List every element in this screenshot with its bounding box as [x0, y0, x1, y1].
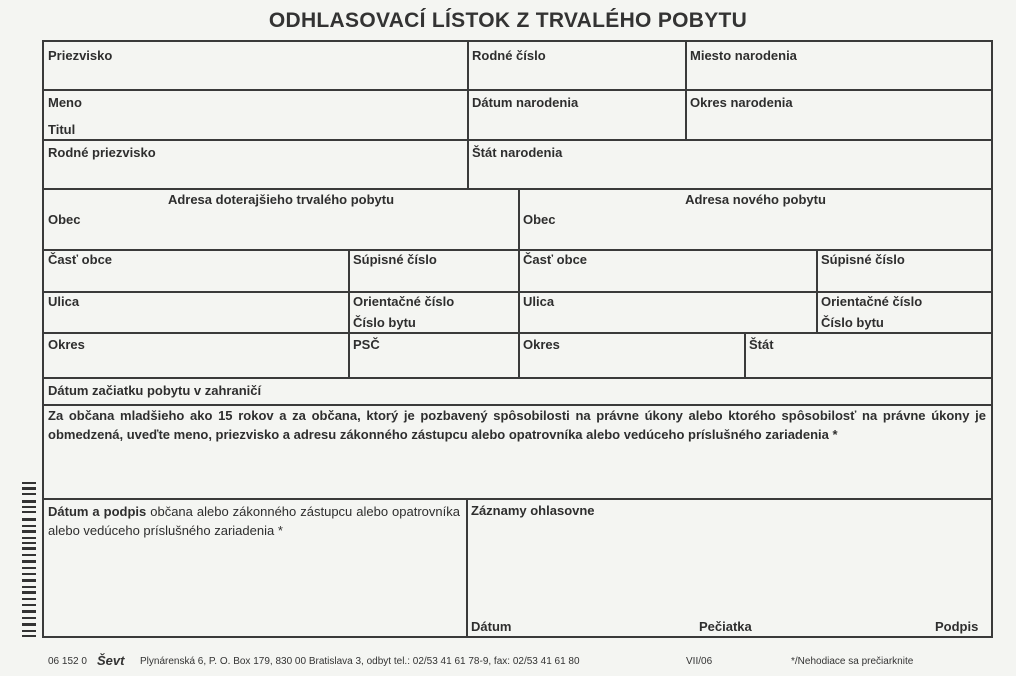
label-priezvisko: Priezvisko	[48, 48, 113, 63]
footer-version: VII/06	[686, 656, 713, 667]
label-old-psc: PSČ	[353, 337, 380, 352]
label-old-ulica: Ulica	[48, 294, 80, 309]
label-old-obec: Obec	[48, 212, 81, 227]
col-divider	[685, 42, 687, 140]
label-old-cast-obce: Časť obce	[48, 252, 113, 267]
label-new-obec: Obec	[523, 212, 556, 227]
label-rodne-priezvisko: Rodné priezvisko	[48, 145, 156, 160]
col-divider	[518, 188, 520, 379]
label-office-podpis: Podpis	[935, 619, 979, 634]
col-divider	[467, 42, 469, 190]
form-title: ODHLASOVACÍ LÍSTOK Z TRVALÉHO POBYTU	[268, 9, 748, 32]
label-new-supisne-cislo: Súpisné číslo	[821, 252, 905, 267]
label-titul: Titul	[48, 122, 76, 137]
old-address-heading: Adresa doterajšieho trvalého pobytu	[167, 192, 395, 207]
label-office-datum: Dátum	[471, 619, 512, 634]
footer-note: */Nehodiace sa prečiarknite	[791, 656, 914, 667]
col-divider	[348, 249, 350, 379]
barcode-icon	[22, 480, 36, 638]
label-miesto-narodenia: Miesto narodenia	[690, 48, 797, 63]
label-old-orientacne-cislo: Orientačné číslo	[353, 294, 455, 309]
label-okres-narodenia: Okres narodenia	[690, 95, 793, 110]
signature-rest: občana alebo zákonného zástupcu alebo opatrovníka alebo vedúceho príslušného zariadenia *	[48, 504, 460, 538]
label-new-ulica: Ulica	[523, 294, 555, 309]
label-abroad-start: Dátum začiatku pobytu v zahraničí	[48, 383, 262, 398]
footer-address: Plynárenská 6, P. O. Box 179, 830 00 Bratislava 3, odbyt tel.: 02/53 41 61 78-9, fax: 02/53 41 61 80	[140, 656, 580, 667]
label-stat-narodenia: Štát narodenia	[472, 145, 563, 160]
col-divider	[816, 249, 818, 334]
label-datum-narodenia: Dátum narodenia	[472, 95, 579, 110]
label-new-cislo-bytu: Číslo bytu	[821, 315, 884, 330]
brand-logo: Ševt	[97, 653, 125, 668]
signature-text	[48, 502, 460, 540]
form-grid	[42, 40, 993, 638]
office-heading: Záznamy ohlasovne	[471, 503, 595, 518]
label-new-cast-obce: Časť obce	[523, 252, 588, 267]
label-old-supisne-cislo: Súpisné číslo	[353, 252, 437, 267]
label-meno: Meno	[48, 95, 82, 110]
label-new-stat: Štát	[749, 337, 774, 352]
label-new-okres: Okres	[523, 337, 560, 352]
row-divider	[44, 89, 991, 91]
label-new-orientacne-cislo: Orientačné číslo	[821, 294, 923, 309]
guardian-note: Za občana mladšieho ako 15 rokov a za občana, ktorý je pozbavený spôsobilosti na právne úkony alebo ktorého spôsobilosť na právne úkony je obmedzená, uveďte meno, priezvisko a adresu zákonného zástupcu alebo opatrovníka alebo vedúceho príslušného zariadenia *	[48, 408, 986, 442]
new-address-heading: Adresa nového pobytu	[685, 192, 826, 207]
signature-bold: Dátum a podpis	[48, 504, 147, 519]
label-old-okres: Okres	[48, 337, 85, 352]
footer-code: 06 152 0	[48, 656, 87, 667]
label-old-cislo-bytu: Číslo bytu	[353, 315, 416, 330]
row-divider	[44, 498, 991, 500]
label-rodne-cislo: Rodné číslo	[472, 48, 546, 63]
col-divider	[744, 332, 746, 379]
col-divider	[466, 498, 468, 638]
row-divider	[44, 139, 991, 141]
label-office-peciatka: Pečiatka	[699, 619, 752, 634]
